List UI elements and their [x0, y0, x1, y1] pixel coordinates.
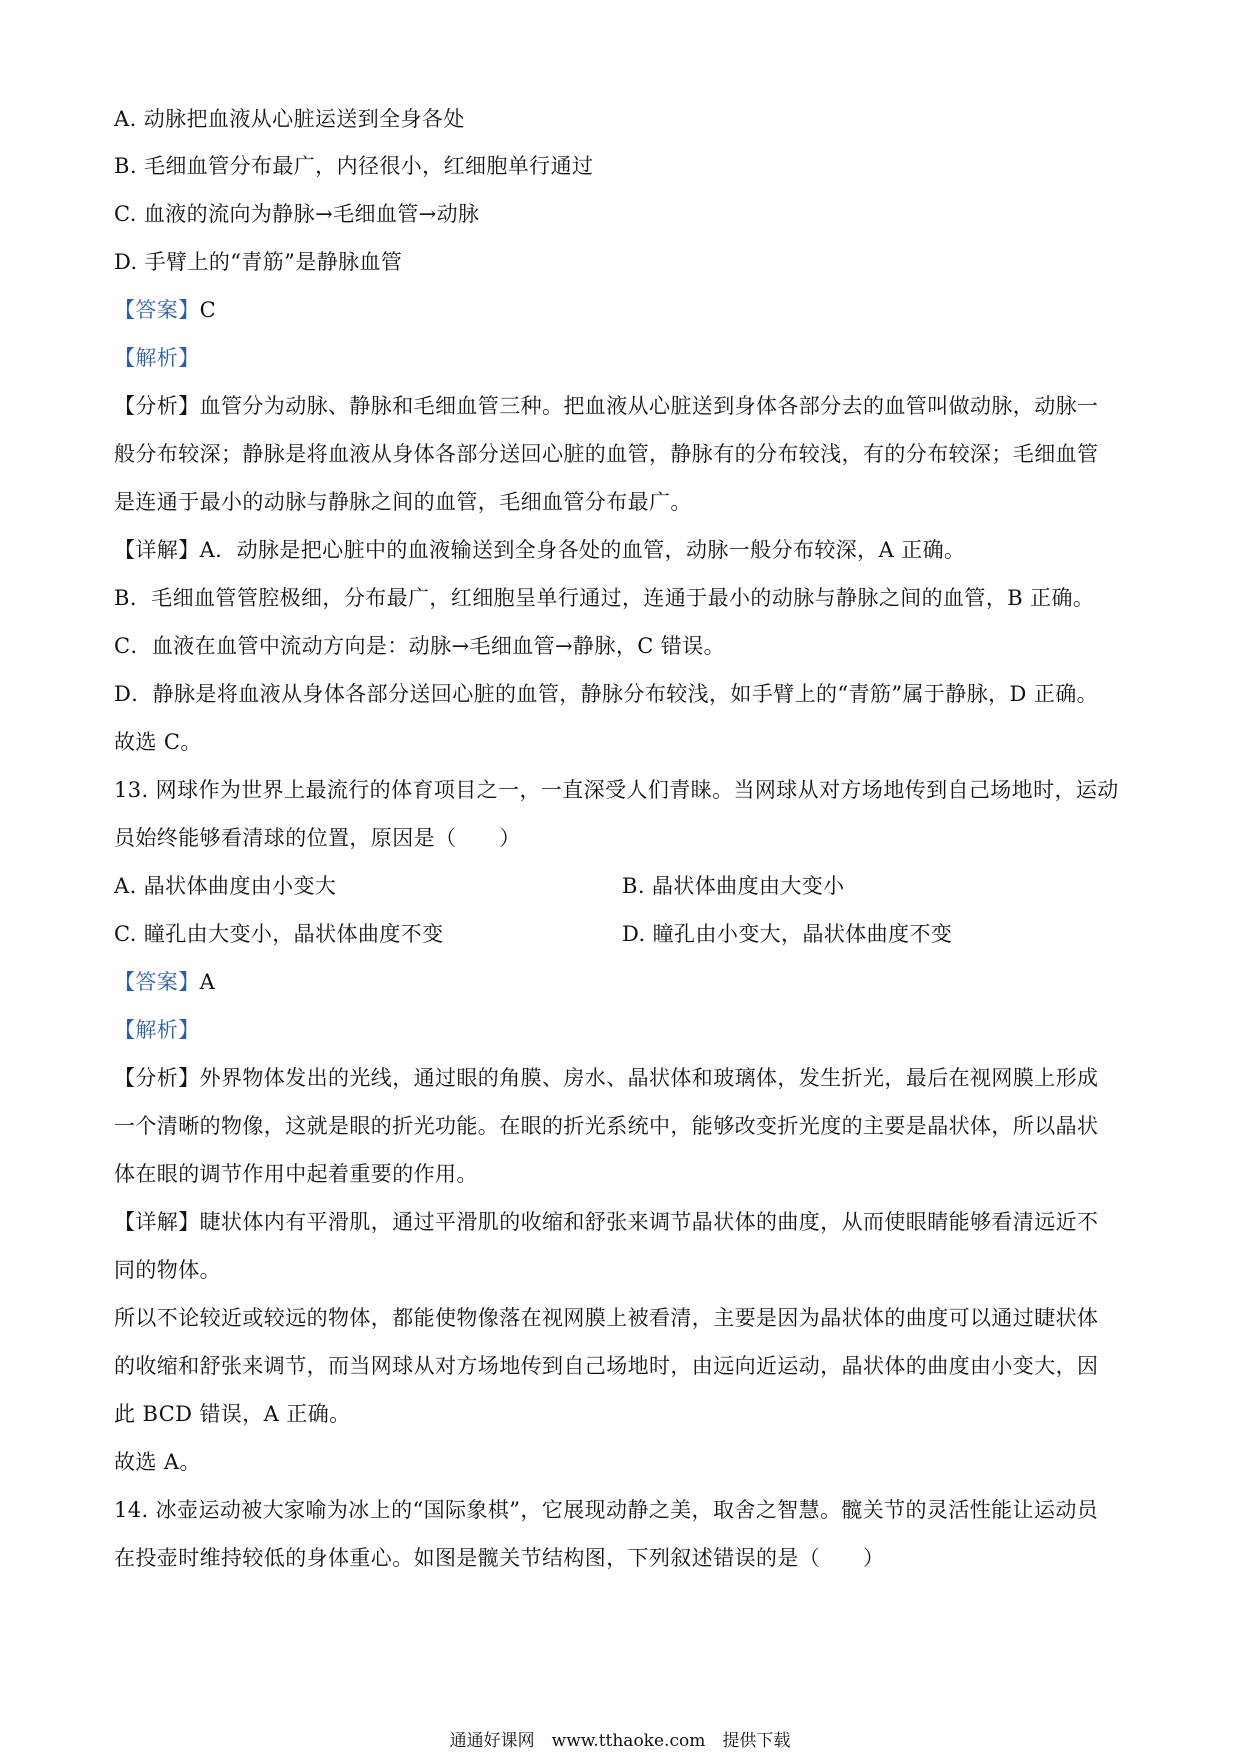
answer-tag: 【答案】 — [114, 970, 200, 994]
q12-analysis-tag: 【解析】 — [114, 346, 200, 370]
q13-fenxi-line3: 体在眼的调节作用中起着重要的作用。 — [114, 1162, 478, 1186]
q13-fenxi-line2: 一个清晰的物像，这就是眼的折光功能。在眼的折光系统中，能够改变折光度的主要是晶状体，所以晶状 — [114, 1114, 1099, 1138]
xiangjie-text: A．动脉是把心脏中的血液输送到全身各处的血管，动脉一般分布较深，A 正确。 — [199, 538, 966, 562]
answer-tag: 【答案】 — [114, 298, 200, 322]
answer-value: A — [199, 970, 216, 994]
answer-value: C — [199, 298, 217, 322]
q14-stem-line1: 14. 冰壶运动被大家喻为冰上的“国际象棋”，它展现动静之美，取舍之智慧。髋关节的灵活性能让运动员 — [114, 1498, 1099, 1522]
q13-xiangjie-line3: 所以不论较近或较远的物体，都能使物像落在视网膜上被看清，主要是因为晶状体的曲度可以通过睫状体 — [114, 1306, 1099, 1330]
q13-xiangjie-line1 — [114, 1208, 1098, 1236]
q13-xiangjie-line4: 的收缩和舒张来调节，而当网球从对方场地传到自己场地时，由远向近运动，晶状体的曲度由小变大，因 — [114, 1354, 1099, 1378]
q13-option-a: A. 晶状体曲度由小变大 — [114, 874, 337, 898]
fenxi-text: 血管分为动脉、静脉和毛细血管三种。把血液从心脏送到身体各部分去的血管叫做动脉，动脉一 — [199, 394, 1099, 418]
q13-stem-line2: 员始终能够看清球的位置，原因是（ ） — [114, 826, 521, 850]
q12-option-b: B. 毛细血管分布最广，内径很小，红细胞单行通过 — [114, 154, 594, 178]
q12-fenxi-line2: 般分布较深；静脉是将血液从身体各部分送回心脏的血管，静脉有的分布较浅，有的分布较深；毛细血管 — [114, 442, 1099, 466]
q13-xiangjie-line2: 同的物体。 — [114, 1258, 221, 1282]
q12-xiangjie-line3: C．血液在血管中流动方向是：动脉→毛细血管→静脉，C 错误。 — [114, 634, 725, 658]
q13-xiangjie-line5: 此 BCD 错误，A 正确。 — [114, 1402, 351, 1426]
q12-fenxi-line1 — [114, 392, 1098, 420]
page-footer: 通通好课网 www.tthaoke.com 提供下载 — [449, 1731, 791, 1751]
q13-stem-line1: 13. 网球作为世界上最流行的体育项目之一，一直深受人们青睐。当网球从对方场地传到自己场地时，运动 — [114, 778, 1119, 802]
q12-option-a: A. 动脉把血液从心脏运送到全身各处 — [114, 107, 465, 131]
q12-fenxi-line3: 是连通于最小的动脉与静脉之间的血管，毛细血管分布最广。 — [114, 490, 692, 514]
fenxi-text: 外界物体发出的光线，通过眼的角膜、房水、晶状体和玻璃体，发生折光，最后在视网膜上形成 — [199, 1066, 1099, 1090]
q13-answer — [114, 968, 215, 996]
q13-option-c: C. 瞳孔由大变小，晶状体曲度不变 — [114, 922, 444, 946]
q13-option-b: B. 晶状体曲度由大变小 — [622, 874, 845, 898]
q12-answer — [114, 296, 216, 324]
q12-xiangjie-line2: B．毛细血管管腔极细，分布最广，红细胞呈单行通过，连通于最小的动脉与静脉之间的血管，B 正确。 — [114, 586, 1095, 610]
q13-fenxi-line1 — [114, 1064, 1098, 1092]
xiangjie-tag: 【详解】 — [114, 1210, 200, 1234]
q13-option-d: D. 瞳孔由小变大，晶状体曲度不变 — [622, 922, 953, 946]
q13-analysis-tag: 【解析】 — [114, 1018, 200, 1042]
q12-xiangjie-line1 — [114, 536, 965, 564]
q12-option-c: C. 血液的流向为静脉→毛细血管→动脉 — [114, 202, 480, 226]
q13-conclusion: 故选 A。 — [114, 1450, 201, 1474]
q12-option-d: D. 手臂上的“青筋”是静脉血管 — [114, 250, 403, 274]
fenxi-tag: 【分析】 — [114, 1066, 200, 1090]
q12-conclusion: 故选 C。 — [114, 730, 202, 754]
xiangjie-text: 睫状体内有平滑肌，通过平滑肌的收缩和舒张来调节晶状体的曲度，从而使眼睛能够看清远近不 — [199, 1210, 1099, 1234]
xiangjie-tag: 【详解】 — [114, 538, 200, 562]
q14-stem-line2: 在投壶时维持较低的身体重心。如图是髋关节结构图，下列叙述错误的是（ ） — [114, 1546, 885, 1570]
q12-xiangjie-line4: D．静脉是将血液从身体各部分送回心脏的血管，静脉分布较浅，如手臂上的“青筋”属于静脉，D 正确。 — [114, 682, 1099, 706]
fenxi-tag: 【分析】 — [114, 394, 200, 418]
